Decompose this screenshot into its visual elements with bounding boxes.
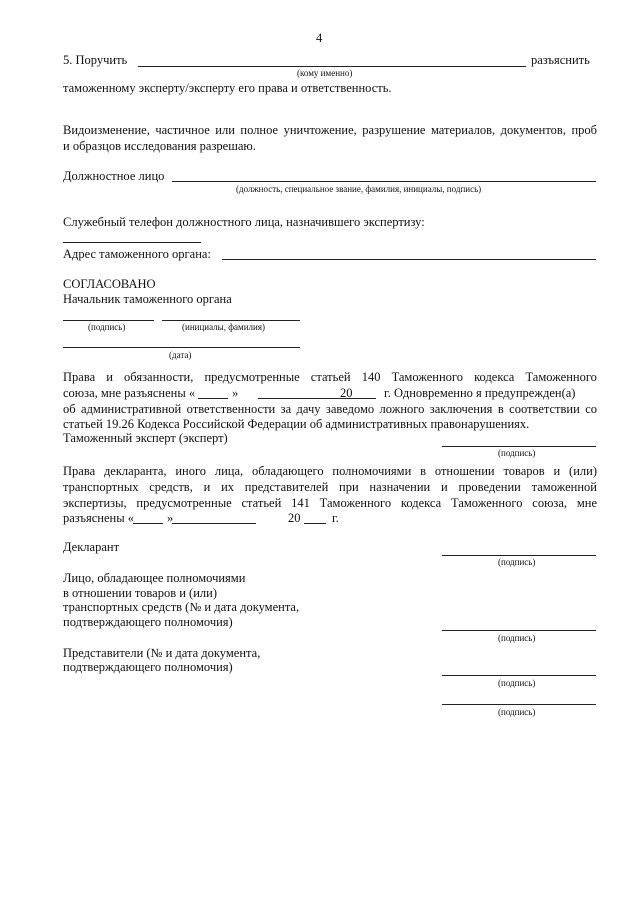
signer-representatives-sign-caption: (подпись) xyxy=(498,678,536,688)
permission-line-1: Видоизменение, частичное или полное уничтожение, разрушение материалов, документов, проб xyxy=(63,123,597,137)
expert-day-field[interactable] xyxy=(198,398,228,399)
expert-signer-label: Таможенный эксперт (эксперт) xyxy=(63,431,228,445)
item5-caption: (кому именно) xyxy=(297,68,353,78)
signer-authorized-signature-field[interactable] xyxy=(442,630,596,631)
approval-title: СОГЛАСОВАНО xyxy=(63,277,156,291)
item5-continuation: таможенному эксперту/эксперту его права и ответственность. xyxy=(63,81,392,95)
expert-year-field[interactable] xyxy=(354,398,376,399)
word: предусмотренные xyxy=(204,370,300,384)
phone-label: Служебный телефон должностного лица, назначившего экспертизу: xyxy=(63,215,425,229)
phone-field[interactable] xyxy=(63,242,201,243)
signer-representatives-label-2: подтверждающего полномочия) xyxy=(63,660,233,674)
expert-signature-field[interactable] xyxy=(442,446,596,447)
expert-rights-line-1 xyxy=(63,371,597,384)
word: и xyxy=(106,370,113,384)
official-caption: (должность, специальное звание, фамилия, инициалы, подпись) xyxy=(236,184,482,194)
declarant-rights-line-4-b: » xyxy=(167,511,174,525)
expert-sign-caption: (подпись) xyxy=(498,448,536,458)
approval-name-field[interactable] xyxy=(162,320,300,321)
official-label: Должностное лицо xyxy=(63,169,165,183)
declarant-rights-line-4-a: разъяснены « xyxy=(63,511,134,525)
declarant-rights-line-1: Права декларанта, иного лица, обладающего полномочиями в отношении товаров и (или) xyxy=(63,464,597,478)
item5-label: 5. Поручить xyxy=(63,53,128,67)
approval-date-field[interactable] xyxy=(63,347,300,348)
signer-extra-sign-caption: (подпись) xyxy=(498,707,536,717)
signer-authorized-label-4: подтверждающего полномочия) xyxy=(63,615,233,629)
item5-assignee-field[interactable] xyxy=(138,66,526,67)
word: Таможенного xyxy=(391,370,463,384)
declarant-month-field[interactable] xyxy=(172,523,256,524)
word: 140 xyxy=(361,370,381,384)
expert-rights-line-2-d: г. Одновременно я предупрежден(а) xyxy=(384,386,576,400)
declarant-rights-line-4-c: 20 xyxy=(288,511,301,525)
expert-rights-line-2-b: » xyxy=(232,386,239,400)
signer-extra-signature-field[interactable] xyxy=(442,704,596,705)
approval-name-caption: (инициалы, фамилия) xyxy=(182,322,265,332)
signer-representatives-signature-field[interactable] xyxy=(442,675,596,676)
permission-line-2: и образцов исследования разрешаю. xyxy=(63,139,256,153)
signer-authorized-label-1: Лицо, обладающее полномочиями xyxy=(63,571,246,585)
word: Права xyxy=(63,370,96,384)
word: кодекса xyxy=(474,370,515,384)
declarant-rights-line-4-d: г. xyxy=(332,511,339,525)
address-field[interactable] xyxy=(222,259,596,260)
expert-rights-line-2-a: союза, мне разъяснены « xyxy=(63,386,196,400)
signer-declarant-label: Декларант xyxy=(63,540,120,554)
word: Таможенного xyxy=(525,370,597,384)
signer-authorized-label-2: в отношении товаров и (или) xyxy=(63,586,217,600)
item5-right-text: разъяснить xyxy=(531,53,590,67)
address-label: Адрес таможенного органа: xyxy=(63,247,211,261)
word: статьей xyxy=(310,370,351,384)
signer-authorized-sign-caption: (подпись) xyxy=(498,633,536,643)
page-number: 4 xyxy=(316,31,323,45)
approval-signature-field[interactable] xyxy=(63,320,154,321)
declarant-year-field[interactable] xyxy=(304,523,326,524)
approval-sign-caption: (подпись) xyxy=(88,322,126,332)
declarant-rights-line-2: транспортных средств, и их представителей при назначении и проведении таможенной xyxy=(63,480,597,494)
expert-rights-line-2-c: 20 xyxy=(340,386,353,400)
declarant-day-field[interactable] xyxy=(133,523,163,524)
official-field[interactable] xyxy=(172,181,596,182)
declarant-rights-line-3: экспертизы, предусмотренные статьей 141 Таможенного кодекса Таможенного союза, мне xyxy=(63,496,597,510)
word: обязанности, xyxy=(124,370,194,384)
signer-declarant-sign-caption: (подпись) xyxy=(498,557,536,567)
signer-representatives-label-1: Представители (№ и дата документа, xyxy=(63,646,261,660)
approval-date-caption: (дата) xyxy=(169,350,192,360)
approval-subtitle: Начальник таможенного органа xyxy=(63,292,232,306)
expert-rights-line-3: об административной ответственности за дачу заведомо ложного заключения в соответствии со xyxy=(63,402,597,416)
signer-declarant-signature-field[interactable] xyxy=(442,555,596,556)
expert-rights-line-4: статьей 19.26 Кодекса Российской Федерации об административных правонарушениях. xyxy=(63,417,530,431)
signer-authorized-label-3: транспортных средств (№ и дата документа, xyxy=(63,600,300,614)
